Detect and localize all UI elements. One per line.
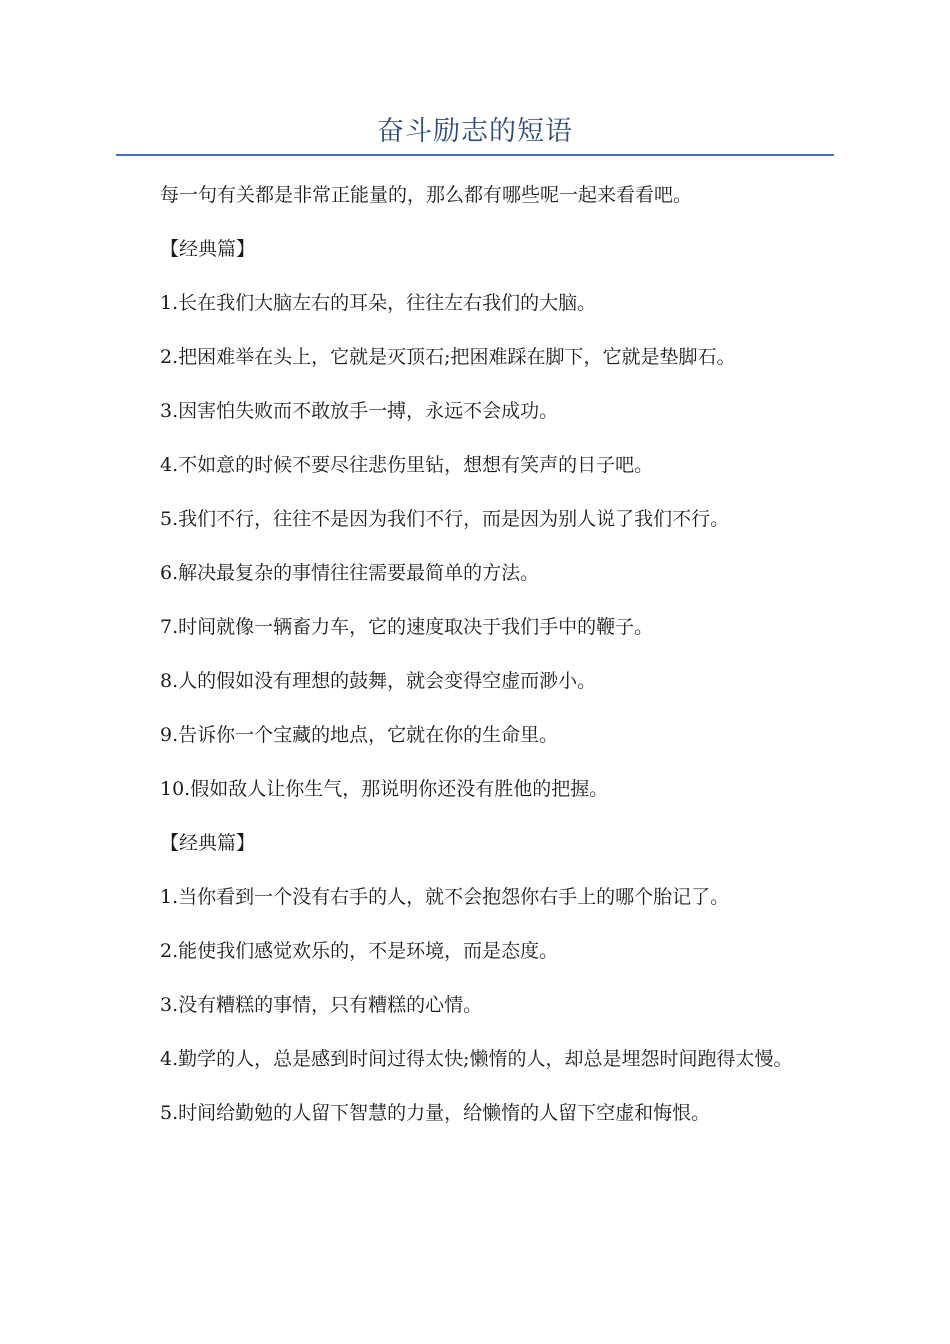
title-underline <box>116 154 834 156</box>
list-item: 6.解决最复杂的事情往往需要最简单的方法。 <box>160 562 540 584</box>
list-item: 3.没有糟糕的事情，只有糟糕的心情。 <box>160 994 483 1016</box>
list-item: 5.时间给勤勉的人留下智慧的力量，给懒惰的人留下空虚和悔恨。 <box>160 1102 711 1124</box>
section-heading-1: 【经典篇】 <box>160 238 256 260</box>
list-item: 1.当你看到一个没有右手的人，就不会抱怨你右手上的哪个胎记了。 <box>160 886 730 908</box>
list-item: 9.告诉你一个宝藏的地点，它就在你的生命里。 <box>160 724 559 746</box>
list-item: 4.勤学的人，总是感到时间过得太快;懒惰的人，却总是埋怨时间跑得太慢。 <box>160 1048 793 1070</box>
page-title: 奋斗励志的短语 <box>377 116 573 147</box>
list-item: 8.人的假如没有理想的鼓舞，就会变得空虚而渺小。 <box>160 670 597 692</box>
list-item: 10.假如敌人让你生气，那说明你还没有胜他的把握。 <box>160 778 609 800</box>
document-body <box>116 177 834 1149</box>
list-item: 1.长在我们大脑左右的耳朵，往往左右我们的大脑。 <box>160 292 597 314</box>
list-item: 5.我们不行，往往不是因为我们不行，而是因为别人说了我们不行。 <box>160 508 730 530</box>
list-item: 7.时间就像一辆畜力车，它的速度取决于我们手中的鞭子。 <box>160 616 654 638</box>
list-item: 3.因害怕失败而不敢放手一搏，永远不会成功。 <box>160 400 559 422</box>
section-heading-2: 【经典篇】 <box>160 832 256 854</box>
intro-paragraph: 每一句有关都是非常正能量的，那么都有哪些呢一起来看看吧。 <box>160 184 693 206</box>
list-item: 2.把困难举在头上，它就是灭顶石;把困难踩在脚下，它就是垫脚石。 <box>160 346 736 368</box>
list-item: 4.不如意的时候不要尽往悲伤里钻，想想有笑声的日子吧。 <box>160 454 654 476</box>
list-item: 2.能使我们感觉欢乐的，不是环境，而是态度。 <box>160 940 559 962</box>
